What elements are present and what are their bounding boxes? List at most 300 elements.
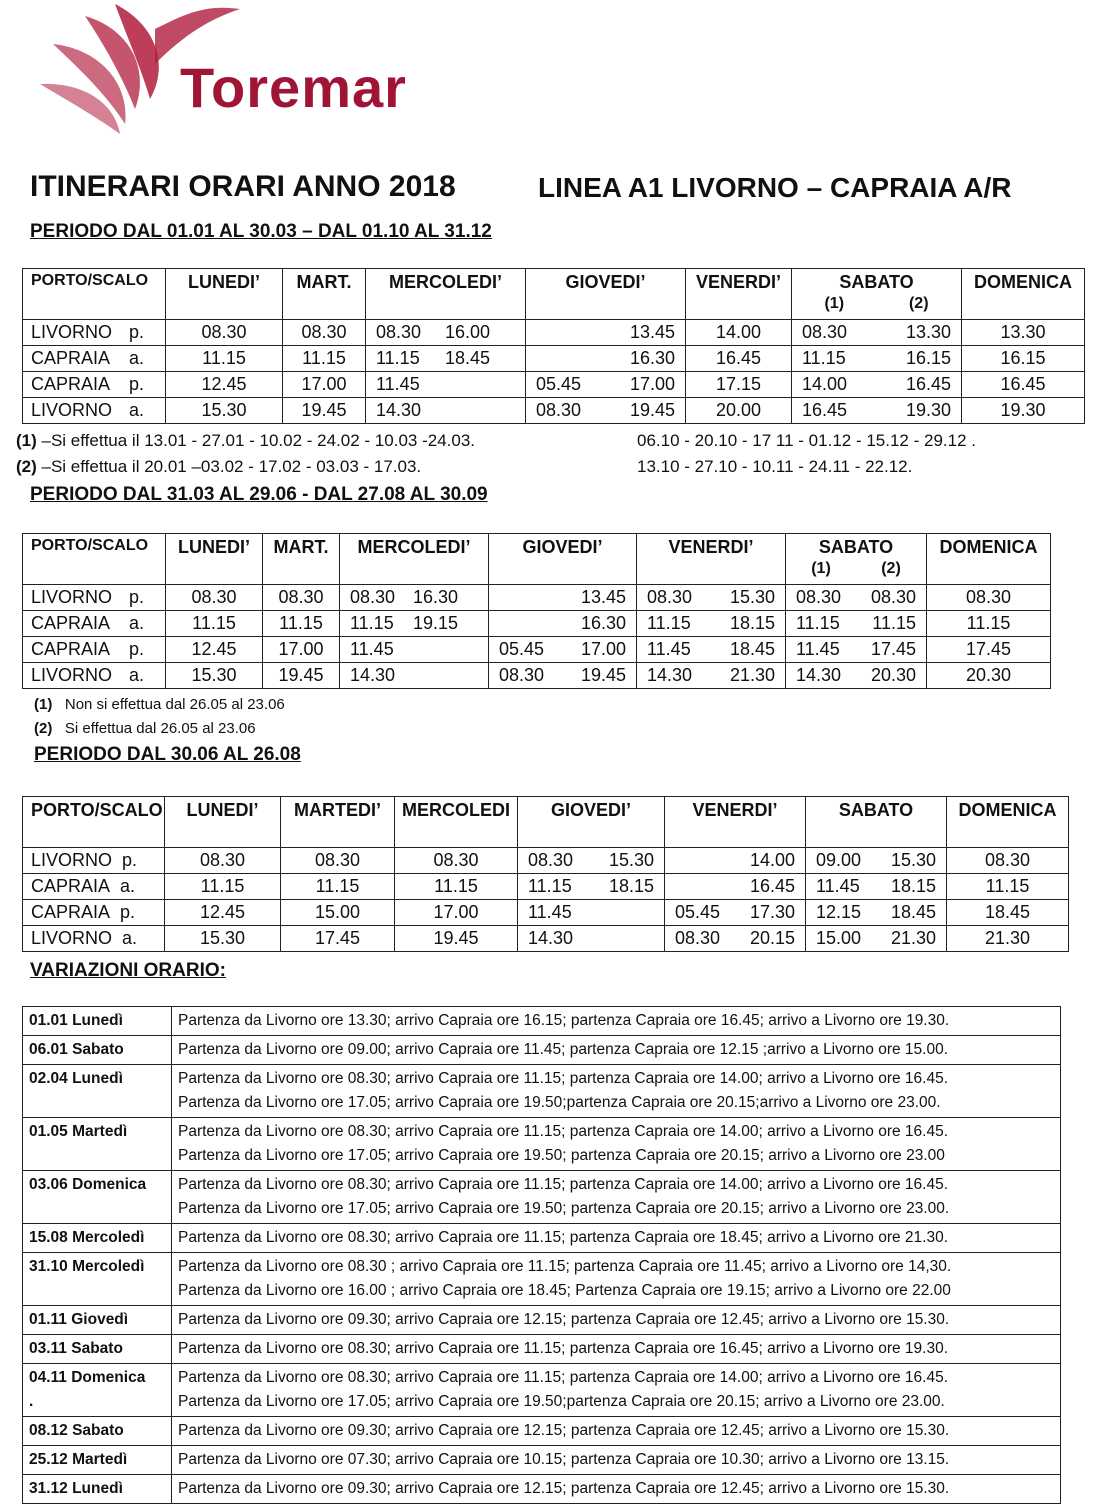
variazioni-heading: VARIAZIONI ORARIO: [30,960,226,981]
footnote-1 [16,431,475,451]
time: 11.45 [376,374,420,394]
time: 18.45 [729,639,775,659]
table-row [23,1417,1061,1446]
period-1-heading: PERIODO DAL 01.01 AL 30.03 – DAL 01.10 AL 31.12 [30,221,492,242]
time-cell [792,320,962,346]
time: 16.30 [629,348,675,368]
header-cell: MERCOLEDI [395,797,518,848]
port-dir: p. [122,850,138,870]
port-dir: p. [129,374,145,394]
time-cell: 16.45 [686,346,792,372]
footnote-label: (2) [16,457,37,476]
time-cell [518,874,665,900]
header-cell: GIOVEDI’ [518,797,665,848]
table-row [23,926,1069,952]
time: 14.30 [796,665,842,685]
variation-date: 03.06 Domenica [23,1171,172,1224]
time: 11.15 [872,613,916,633]
time: 14.30 [647,665,693,685]
time-cell [340,611,489,637]
time-cell [340,585,489,611]
time: 16.45 [749,876,795,896]
time-cell [489,637,637,663]
time-cell [489,663,637,689]
time: 16.45 [905,374,951,394]
time-cell: 15.30 [166,398,283,424]
time: 21.30 [890,928,936,948]
port-cell [23,637,166,663]
time-cell [786,611,927,637]
port-name: LIVORNO [31,587,113,607]
table-row [23,1036,1061,1065]
time-cell [665,848,806,874]
time-cell: 08.30 [927,585,1051,611]
header-cell-sabato [792,269,962,320]
header-cell-sabato [786,534,927,585]
time: 19.30 [905,400,951,420]
time: 11.15 [647,613,691,633]
header-cell: DOMENICA [962,269,1085,320]
time: 19.15 [412,613,458,633]
footnote-label: (1) [16,431,37,450]
time-cell: 11.15 [166,611,263,637]
time: 05.45 [536,374,582,394]
variation-line: Partenza da Livorno ore 09.30; arrivo Capraia ore 12.15; partenza Capraia ore 12.45; arrivo a Livorno ore 15.30. [178,1422,950,1439]
footnote-text: –Si effettua il 13.01 - 27.01 - 10.02 - 24.02 - 10.03 -24.03. [41,431,475,450]
time-cell: 13.30 [962,320,1085,346]
time: 13.45 [580,587,626,607]
variation-date: 03.11 Sabato [23,1335,172,1364]
port-cell [23,900,165,926]
time-cell [806,900,947,926]
time-cell: 19.30 [962,398,1085,424]
table-row [23,1118,1061,1171]
time-cell: 11.15 [395,874,518,900]
variation-date-extra: . [29,1393,34,1410]
time: 16.15 [905,348,951,368]
time: 11.45 [350,639,394,659]
variation-date: 15.08 Mercoledì [23,1224,172,1253]
timetable-3 [22,796,1069,952]
time: 11.15 [796,613,840,633]
time-cell [637,611,786,637]
time: 14.00 [749,850,795,870]
header-cell: PORTO/SCALO [23,797,165,848]
variation-date: 01.01 Lunedì [23,1007,172,1036]
variation-line: Partenza da Livorno ore 09.30; arrivo Capraia ore 12.15; partenza Capraia ore 12.45; arrivo a Livorno ore 15.30. [178,1311,950,1328]
time-cell: 17.00 [283,372,366,398]
port-cell [23,874,165,900]
time: 09.00 [816,850,862,870]
variation-text [172,1446,1061,1475]
time-cell: 17.00 [263,637,340,663]
header-cell: MART. [283,269,366,320]
variation-date-cell [23,1364,172,1417]
time-cell: 21.30 [947,926,1069,952]
header-cell: VENERDI’ [637,534,786,585]
footnote-ref: (1) [811,560,831,577]
variation-line: Partenza da Livorno ore 07.30; arrivo Capraia ore 10.15; partenza Capraia ore 10.30; arrivo a Livorno ore 13.15. [178,1451,950,1468]
time-cell [366,372,526,398]
variation-text [172,1036,1061,1065]
time: 21.30 [729,665,775,685]
time-cell [518,848,665,874]
time-cell: 19.45 [263,663,340,689]
header-cell: MART. [263,534,340,585]
time: 11.45 [528,902,572,922]
time: 11.15 [350,613,394,633]
variation-date: 01.11 Giovedì [23,1306,172,1335]
port-dir: p. [129,322,145,342]
port-dir: a. [129,613,145,633]
variation-line: Partenza da Livorno ore 08.30; arrivo Capraia ore 11.15; partenza Capraia ore 18.45; arrivo a Livorno ore 21.30. [178,1229,949,1246]
variation-text [172,1065,1061,1118]
header-cell: PORTO/SCALO [23,534,166,585]
time-cell: 08.30 [166,585,263,611]
time: 08.30 [528,850,574,870]
time: 08.30 [647,587,693,607]
variation-line: Partenza da Livorno ore 09.00; arrivo Capraia ore 11.45; partenza Capraia ore 12.15 ;arrivo a Livorno ore 15.00. [178,1041,949,1058]
time-cell: 12.45 [166,372,283,398]
time-cell [786,663,927,689]
footnote-ref: (1) [824,295,845,312]
table-row [23,848,1069,874]
port-dir: a. [122,928,138,948]
time-cell [366,346,526,372]
time-cell: 12.45 [166,637,263,663]
time: 05.45 [675,902,721,922]
table-row [23,398,1085,424]
variation-line: Partenza da Livorno ore 08.30; arrivo Capraia ore 11.15; partenza Capraia ore 14.00; arrivo a Livorno ore 16.45. [178,1070,949,1087]
header-cell: MARTEDI’ [281,797,395,848]
time: 14.00 [802,374,848,394]
port-name: CAPRAIA [31,348,111,368]
header-label: SABATO [839,272,914,292]
time-cell [340,663,489,689]
header-cell: VENERDI’ [686,269,792,320]
time-cell [526,372,686,398]
time-cell [518,900,665,926]
variation-text [172,1253,1061,1306]
time-cell: 19.45 [283,398,366,424]
variation-date: 04.11 Domenica [29,1369,146,1386]
footnote-2 [34,720,256,737]
time: 14.30 [528,928,574,948]
variation-line: Partenza da Livorno ore 13.30; arrivo Capraia ore 16.15; partenza Capraia ore 16.45; arrivo a Livorno ore 19.30. [178,1012,950,1029]
table-row [23,1171,1061,1224]
time-cell: 08.30 [166,320,283,346]
time-cell [526,320,686,346]
time: 12.15 [816,902,862,922]
time: 18.15 [729,613,775,633]
time: 16.30 [412,587,458,607]
time: 18.45 [890,902,936,922]
header-cell: LUNEDI’ [166,269,283,320]
time-cell: 16.45 [962,372,1085,398]
time-cell: 08.30 [165,848,281,874]
time-cell: 11.15 [927,611,1051,637]
header-cell: MERCOLEDI’ [366,269,526,320]
variation-line: Partenza da Livorno ore 08.30; arrivo Capraia ore 11.15; partenza Capraia ore 14.00; arrivo a Livorno ore 16.45. [178,1369,949,1386]
port-cell [23,926,165,952]
footnote-text: –Si effettua il 20.01 –03.02 - 17.02 - 03.03 - 17.03. [41,457,422,476]
time-cell: 17.45 [281,926,395,952]
variation-line: Partenza da Livorno ore 16.00 ; arrivo Capraia ore 18.45; Partenza Capraia ore 19.15; arrivo a Livorno ore 22.00 [178,1282,951,1299]
header-cell: GIOVEDI’ [526,269,686,320]
header-cell: GIOVEDI’ [489,534,637,585]
time-cell [526,346,686,372]
time-cell: 17.15 [686,372,792,398]
time: 16.30 [580,613,626,633]
variation-text [172,1118,1061,1171]
header-cell: DOMENICA [947,797,1069,848]
variation-line: Partenza da Livorno ore 17.05; arrivo Capraia ore 19.50;partenza Capraia ore 20.15;arrivo a Livorno ore 23.00. [178,1094,941,1111]
header-cell: MERCOLEDI’ [340,534,489,585]
variation-line: Partenza da Livorno ore 08.30; arrivo Capraia ore 11.15; partenza Capraia ore 16.45; arrivo a Livorno ore 19.30. [178,1340,949,1357]
time-cell: 14.00 [686,320,792,346]
time-cell [366,398,526,424]
table-row [23,900,1069,926]
time-cell [806,874,947,900]
table-row [23,663,1051,689]
time: 11.45 [796,639,840,659]
port-dir: a. [129,348,145,368]
time-cell: 11.15 [165,874,281,900]
time: 19.45 [580,665,626,685]
time: 08.30 [870,587,916,607]
footnote-1-dates: 06.10 - 20.10 - 17 11 - 01.12 - 15.12 - 29.12 . [637,431,976,450]
time-cell [637,663,786,689]
period-3-heading: PERIODO DAL 30.06 AL 26.08 [34,744,301,765]
time-cell [518,926,665,952]
time-cell: 11.15 [263,611,340,637]
time: 08.30 [499,665,545,685]
header-cell: VENERDI’ [665,797,806,848]
port-cell [23,372,166,398]
footnote-label: (1) [34,696,53,713]
port-dir: p. [129,587,145,607]
time-cell [489,611,637,637]
variation-line: Partenza da Livorno ore 08.30; arrivo Capraia ore 11.15; partenza Capraia ore 14.00; arrivo a Livorno ore 16.45. [178,1123,949,1140]
time-cell [665,900,806,926]
time-cell: 15.30 [166,663,263,689]
port-dir: p. [120,902,136,922]
time: 11.45 [816,876,860,896]
time: 15.30 [608,850,654,870]
time: 20.15 [749,928,795,948]
footnote-ref: (2) [908,295,929,312]
variation-date: 31.10 Mercoledì [23,1253,172,1306]
header-label: SABATO [818,537,894,557]
timetable-2 [22,533,1051,689]
table-row [23,1335,1061,1364]
table-row [23,1364,1061,1417]
table-row [23,1475,1061,1504]
time-cell: 15.30 [165,926,281,952]
time-cell [526,398,686,424]
variation-text [172,1364,1061,1417]
variation-date: 06.01 Sabato [23,1036,172,1065]
variation-text [172,1335,1061,1364]
time: 14.30 [350,665,396,685]
port-cell [23,320,166,346]
table-header-row [23,534,1051,585]
footnote-2 [16,457,421,477]
time: 08.30 [796,587,842,607]
table-row [23,1065,1061,1118]
time-cell: 08.30 [263,585,340,611]
time-cell: 15.00 [281,900,395,926]
variation-line: Partenza da Livorno ore 17.05; arrivo Capraia ore 19.50; partenza Capraia ore 20.15; arrivo a Livorno ore 23.00. [178,1200,950,1217]
time: 18.45 [444,348,490,368]
time: 15.00 [816,928,862,948]
time-cell [637,585,786,611]
time: 18.15 [890,876,936,896]
time: 11.45 [647,639,691,659]
port-name: LIVORNO [31,928,113,948]
header-cell: LUNEDI’ [165,797,281,848]
port-cell [23,398,166,424]
port-name: CAPRAIA [31,613,111,633]
time-cell: 17.00 [395,900,518,926]
time: 14.30 [376,400,422,420]
variation-line: Partenza da Livorno ore 08.30; arrivo Capraia ore 11.15; partenza Capraia ore 14.00; arrivo a Livorno ore 16.45. [178,1176,949,1193]
time: 18.15 [608,876,654,896]
port-name: CAPRAIA [31,902,111,922]
table-row [23,1306,1061,1335]
time-cell [489,585,637,611]
footnote-label: (2) [34,720,53,737]
variation-date: 31.12 Lunedì [23,1475,172,1504]
time-cell: 11.15 [283,346,366,372]
time-cell [637,637,786,663]
variation-line: Partenza da Livorno ore 17.05; arrivo Capraia ore 19.50;partenza Capraia ore 20.15; arrivo a Livorno ore 23.00. [178,1393,945,1410]
time: 08.30 [802,322,848,342]
time-cell: 11.15 [947,874,1069,900]
table-row [23,637,1051,663]
time-cell [665,926,806,952]
variation-text [172,1224,1061,1253]
port-name: LIVORNO [31,400,113,420]
time: 11.15 [376,348,420,368]
time-cell [806,848,947,874]
table-row [23,1007,1061,1036]
header-cell: DOMENICA [927,534,1051,585]
footnote-2-dates: 13.10 - 27.10 - 10.11 - 24.11 - 22.12. [637,457,913,476]
port-cell [23,611,166,637]
time: 17.45 [870,639,916,659]
variation-text [172,1007,1061,1036]
port-name: CAPRAIA [31,639,111,659]
time: 11.15 [802,348,846,368]
port-dir: a. [120,876,136,896]
table-row [23,372,1085,398]
variation-date: 25.12 Martedì [23,1446,172,1475]
table-row [23,1253,1061,1306]
port-dir: a. [129,665,145,685]
time-cell: 20.30 [927,663,1051,689]
table-row [23,1224,1061,1253]
time: 17.00 [580,639,626,659]
time: 08.30 [376,322,422,342]
brand-name: Toremar [180,56,407,119]
table-row [23,585,1051,611]
variation-date: 08.12 Sabato [23,1417,172,1446]
variation-text [172,1171,1061,1224]
time-cell: 08.30 [281,848,395,874]
time-cell: 08.30 [395,848,518,874]
variation-text [172,1417,1061,1446]
port-cell [23,346,166,372]
time-cell: 17.45 [927,637,1051,663]
footnote-1 [34,696,285,713]
port-name: LIVORNO [31,850,113,870]
time-cell: 19.45 [395,926,518,952]
time-cell: 16.15 [962,346,1085,372]
time-cell [792,372,962,398]
port-name: CAPRAIA [31,374,111,394]
time: 17.00 [629,374,675,394]
time-cell [366,320,526,346]
variation-date: 01.05 Martedì [23,1118,172,1171]
table-row [23,1446,1061,1475]
port-cell [23,848,165,874]
time: 20.30 [870,665,916,685]
time: 05.45 [499,639,545,659]
time: 08.30 [675,928,721,948]
footnote-ref: (2) [881,560,901,577]
header-cell: PORTO/SCALO [23,269,166,320]
time: 15.30 [729,587,775,607]
time: 13.45 [629,322,675,342]
time-cell [786,637,927,663]
port-name: LIVORNO [31,665,113,685]
footnote-text: Si effettua dal 26.05 al 23.06 [64,720,256,737]
header-cell: SABATO [806,797,947,848]
page-title: ITINERARI ORARI ANNO 2018 [30,170,456,203]
table-row [23,346,1085,372]
time-cell: 12.45 [165,900,281,926]
table-row [23,611,1051,637]
time: 08.30 [350,587,396,607]
period-2-heading: PERIODO DAL 31.03 AL 29.06 - DAL 27.08 AL 30.09 [30,484,488,505]
time-cell [786,585,927,611]
port-name: CAPRAIA [31,876,111,896]
port-dir: p. [129,639,145,659]
table-row [23,874,1069,900]
time-cell: 18.45 [947,900,1069,926]
variation-text [172,1306,1061,1335]
time-cell [806,926,947,952]
time-cell: 11.15 [166,346,283,372]
port-cell [23,585,166,611]
table-row [23,320,1085,346]
time: 13.30 [905,322,951,342]
variation-line: Partenza da Livorno ore 09.30; arrivo Capraia ore 12.15; partenza Capraia ore 12.45; arrivo a Livorno ore 15.30. [178,1480,950,1497]
time: 16.00 [444,322,490,342]
time-cell [792,346,962,372]
time: 15.30 [890,850,936,870]
time: 17.30 [749,902,795,922]
time: 16.45 [802,400,848,420]
time-cell: 11.15 [281,874,395,900]
time-cell: 20.00 [686,398,792,424]
time-cell [665,874,806,900]
time-cell [792,398,962,424]
table-header-row [23,269,1085,320]
time: 11.15 [528,876,572,896]
table-header-row [23,797,1069,848]
